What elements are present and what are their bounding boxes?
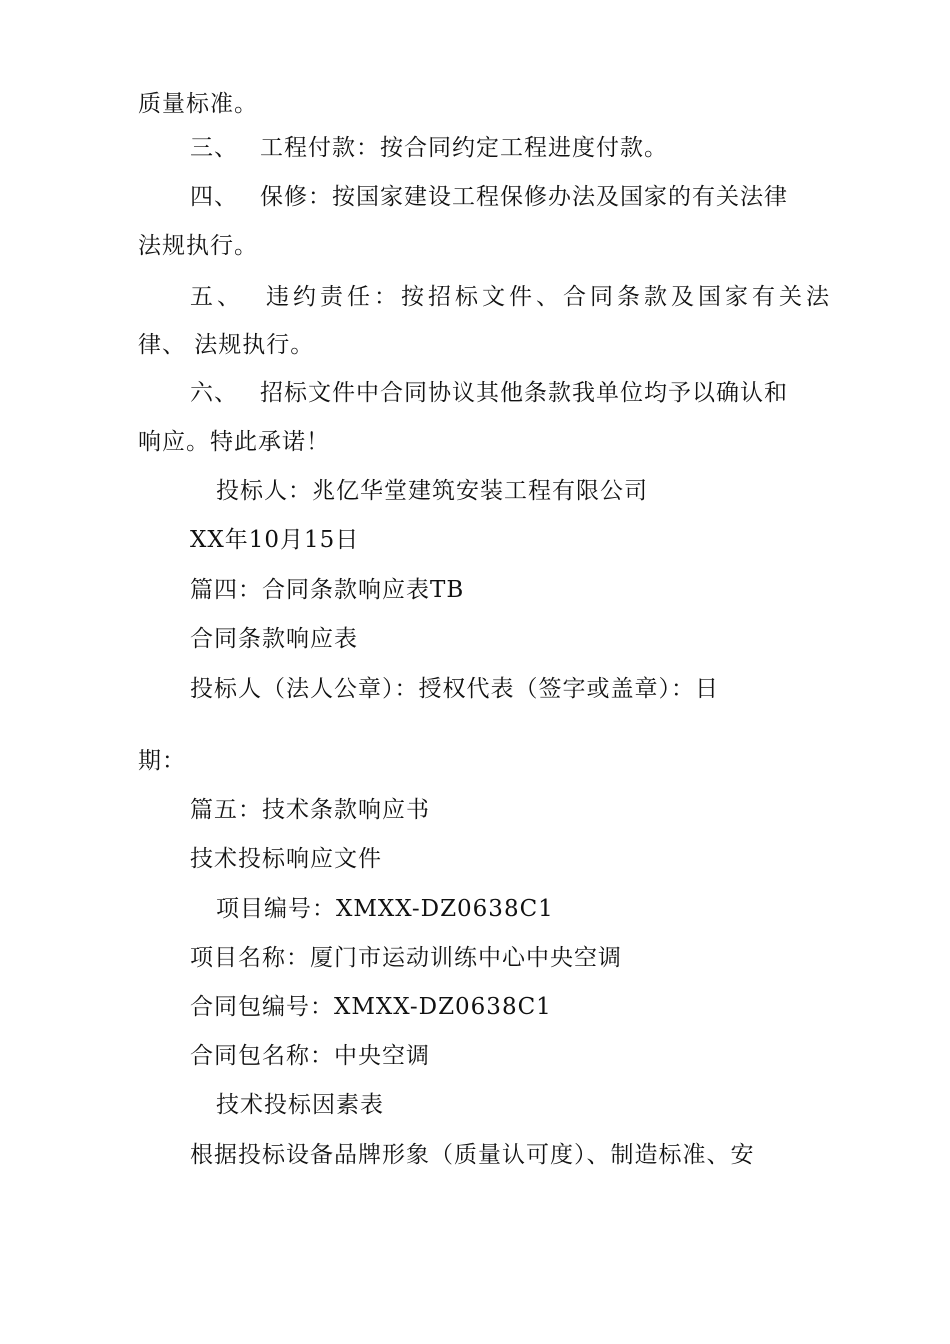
text-line: 法规执行。 xyxy=(138,233,258,259)
text-line: 响应。特此承诺！ xyxy=(138,429,330,455)
clause-text: 违约责任：按招标文件、合同条款及国家有关法 xyxy=(266,284,833,310)
clause-text: 工程付款：按合同约定工程进度付款。 xyxy=(260,135,668,161)
project-number: 项目编号：XMXX-DZ0638C1 xyxy=(216,896,554,922)
section-title: 合同条款响应表 xyxy=(190,626,358,652)
text-line xyxy=(190,133,668,163)
text-line: 律、 法规执行。 xyxy=(138,332,315,358)
table-title: 技术投标因素表 xyxy=(216,1092,384,1118)
text-line xyxy=(190,182,788,212)
clause-number: 五、 xyxy=(190,284,244,310)
signature-line: 投标人（法人公章）：授权代表（签字或盖章）：日 xyxy=(190,676,719,702)
section-heading: 篇五：技术条款响应书 xyxy=(190,797,430,823)
text-line: 期： xyxy=(138,748,186,774)
section-title: 技术投标响应文件 xyxy=(190,846,382,872)
clause-number: 六、 xyxy=(190,380,238,406)
clause-text: 保修：按国家建设工程保修办法及国家的有关法律 xyxy=(260,184,788,210)
package-name: 合同包名称：中央空调 xyxy=(190,1043,430,1069)
package-number: 合同包编号：XMXX-DZ0638C1 xyxy=(190,994,552,1020)
text-line xyxy=(190,282,833,312)
bidder-line: 投标人：兆亿华堂建筑安装工程有限公司 xyxy=(216,478,648,504)
text-line: 质量标准。 xyxy=(138,91,258,117)
text-line: 根据投标设备品牌形象（质量认可度）、制造标准、安 xyxy=(190,1142,755,1168)
text-line xyxy=(190,378,788,408)
clause-text: 招标文件中合同协议其他条款我单位均予以确认和 xyxy=(260,380,788,406)
clause-number: 四、 xyxy=(190,184,238,210)
project-name: 项目名称：厦门市运动训练中心中央空调 xyxy=(190,945,622,971)
section-heading: 篇四：合同条款响应表TB xyxy=(190,577,465,603)
clause-number: 三、 xyxy=(190,135,238,161)
date-line: XX年10月15日 xyxy=(190,527,360,553)
